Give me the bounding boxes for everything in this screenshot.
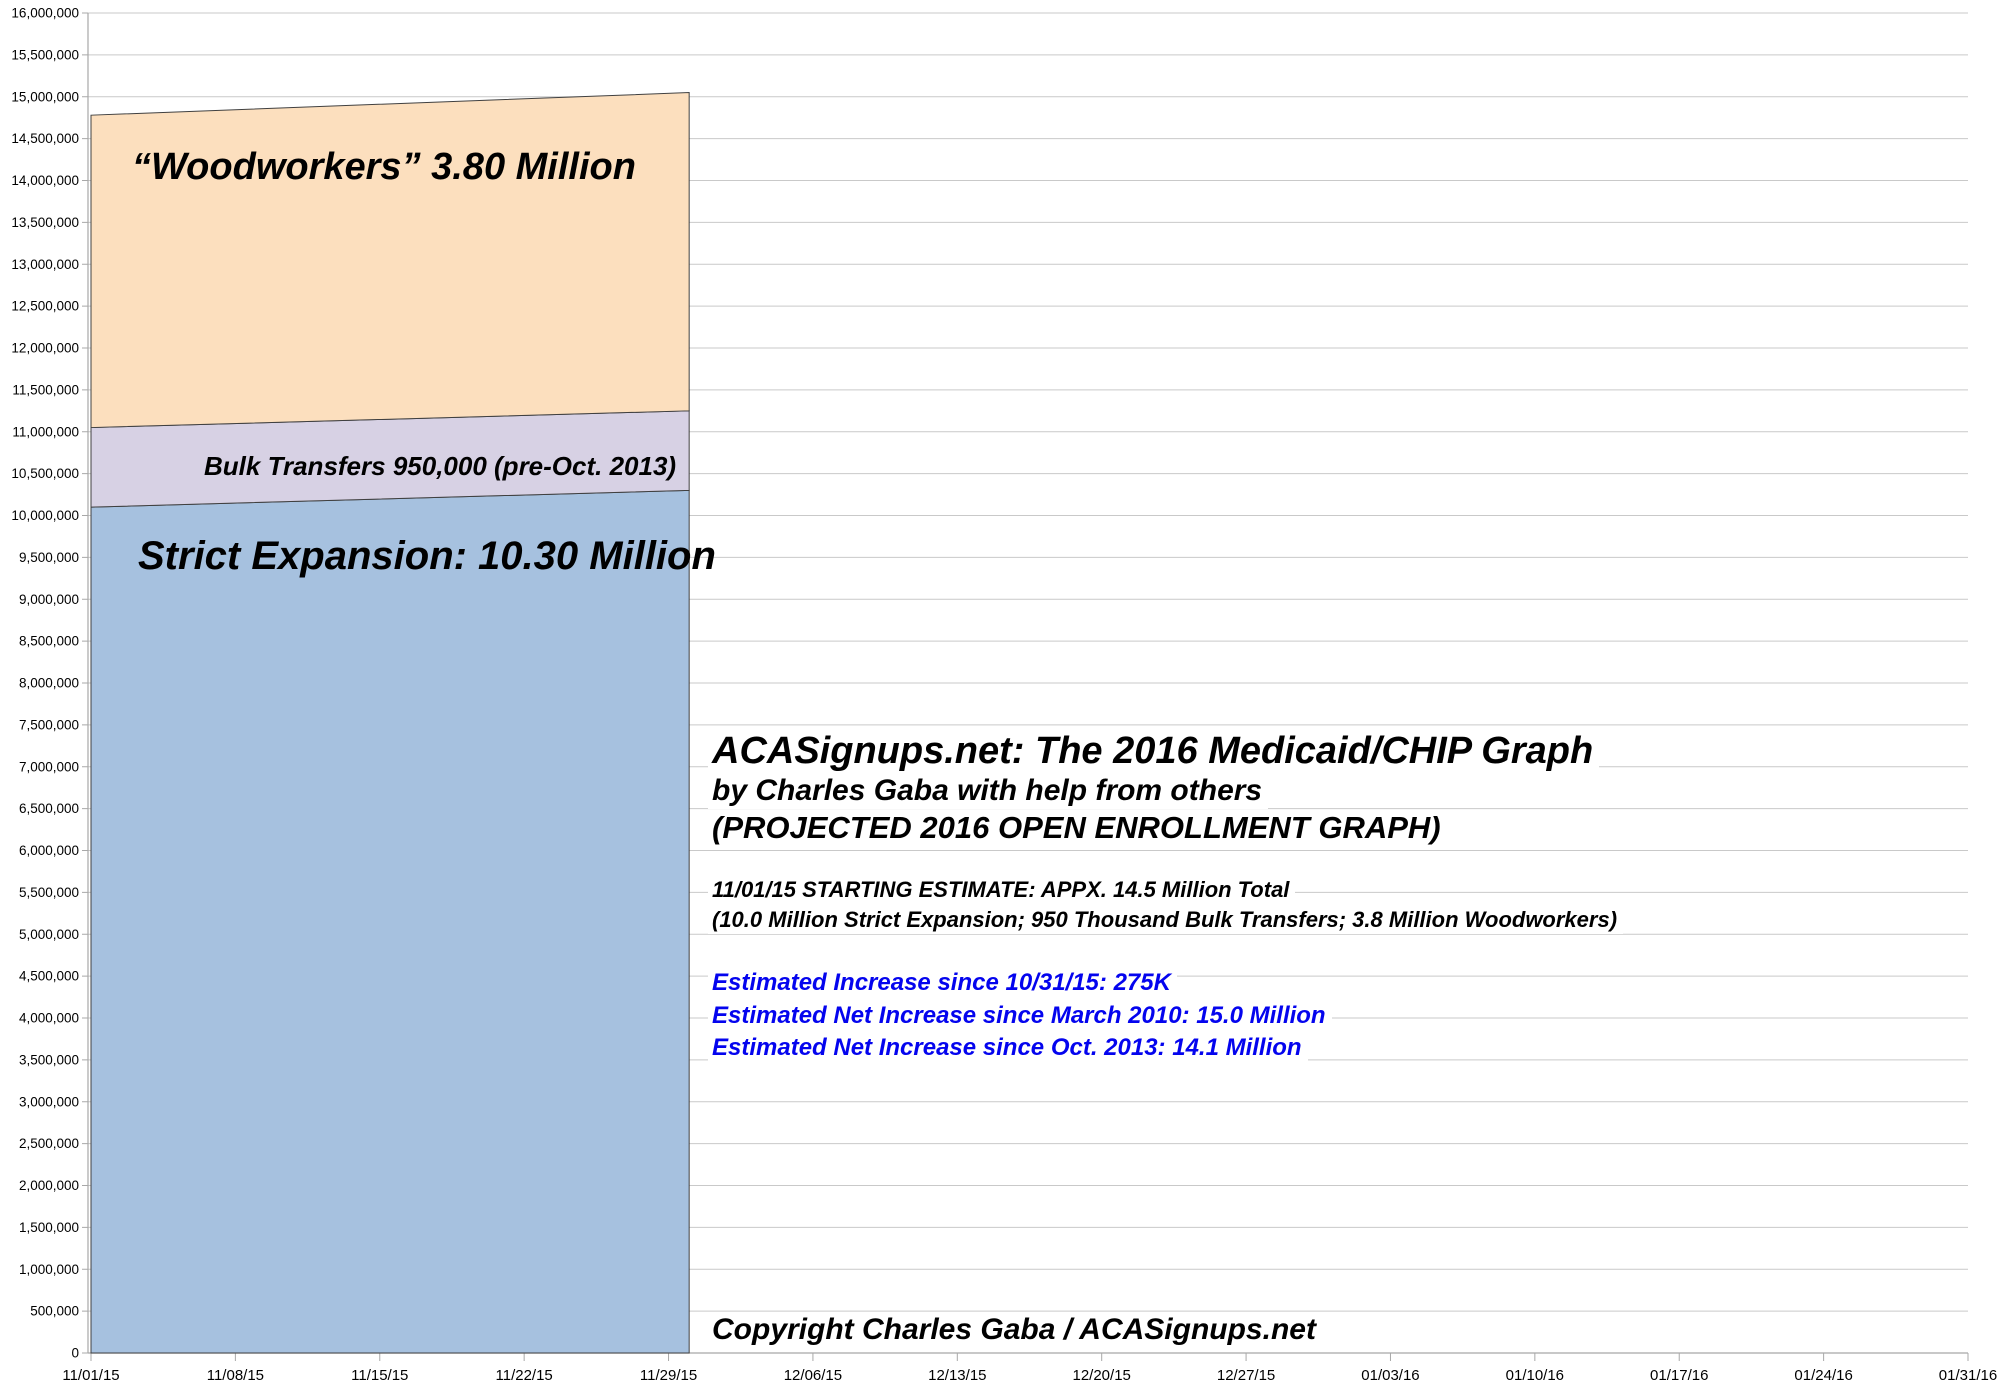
y-axis-label: 13,500,000: [11, 214, 79, 230]
x-axis-label: 01/24/16: [1794, 1367, 1853, 1384]
y-axis-label: 7,500,000: [18, 717, 79, 733]
y-axis-label: 1,500,000: [18, 1219, 79, 1235]
x-axis-label: 11/01/15: [62, 1367, 120, 1384]
y-axis-label: 5,500,000: [18, 884, 79, 900]
starting-estimate-line1: 11/01/15 STARTING ESTIMATE: APPX. 14.5 Million Total: [708, 877, 1295, 904]
y-axis-label: 5,000,000: [18, 926, 79, 942]
x-axis-label: 11/08/15: [206, 1367, 265, 1384]
y-axis-label: 4,500,000: [18, 968, 79, 984]
x-axis-label: 11/15/15: [351, 1367, 409, 1384]
x-axis-label: 12/13/15: [928, 1367, 987, 1384]
y-axis-label: 16,000,000: [11, 5, 79, 21]
y-axis-label: 6,000,000: [18, 843, 79, 858]
starting-estimate-line2: (10.0 Million Strict Expansion; 950 Thousand Bulk Transfers; 3.8 Million Woodworkers): [708, 907, 1623, 934]
y-axis-label: 9,500,000: [18, 549, 79, 565]
x-axis-label: 01/03/16: [1361, 1367, 1420, 1384]
y-axis-label: 11,000,000: [12, 424, 79, 440]
y-axis-label: 13,000,000: [11, 256, 79, 272]
y-axis-label: 11,500,000: [12, 382, 79, 398]
y-axis-label: 2,500,000: [18, 1136, 79, 1152]
y-axis-label: 3,000,000: [18, 1094, 79, 1110]
x-axis-label: 01/10/16: [1505, 1367, 1565, 1384]
y-axis-label: 3,500,000: [18, 1052, 79, 1068]
x-axis-label: 11/29/15: [639, 1367, 698, 1384]
y-axis-label: 1,000,000: [18, 1261, 79, 1277]
x-axis-label: 12/06/15: [783, 1367, 843, 1384]
area-woodworkers: [91, 93, 689, 428]
y-axis-label: 8,000,000: [18, 675, 79, 691]
y-axis-label: 0: [71, 1345, 79, 1361]
y-axis-label: 15,500,000: [11, 47, 79, 63]
area-strict-expansion: [91, 490, 689, 1353]
y-axis-label: 10,000,000: [11, 508, 79, 523]
y-axis-label: 500,000: [30, 1303, 79, 1319]
y-axis-label: 4,000,000: [18, 1010, 79, 1026]
estimated-net-increase-since-march-2010: Estimated Net Increase since March 2010: 15.0 Million: [708, 1002, 1332, 1031]
estimated-net-increase-since-oct-2013: Estimated Net Increase since Oct. 2013: 14.1 Million: [708, 1034, 1308, 1063]
chart-subtitle-author: by Charles Gaba with help from others: [708, 773, 1268, 809]
y-axis-label: 10,500,000: [11, 466, 79, 482]
estimated-increase-since-103115: Estimated Increase since 10/31/15: 275K: [708, 969, 1177, 998]
copyright-label: Copyright Charles Gaba / ACASignups.net: [708, 1312, 1322, 1348]
y-axis-label: 12,000,000: [11, 340, 79, 356]
x-axis-label: 12/27/15: [1216, 1367, 1276, 1384]
y-axis-label: 15,000,000: [11, 89, 79, 105]
x-axis-label: 01/17/16: [1650, 1367, 1709, 1384]
y-axis-label: 12,500,000: [11, 298, 79, 314]
x-axis-label: 01/31/16: [1938, 1367, 1998, 1384]
y-axis-label: 7,000,000: [18, 759, 79, 775]
x-axis-label: 12/20/15: [1072, 1367, 1131, 1384]
y-axis-label: 8,500,000: [18, 633, 79, 649]
area-label-woodworkers: “Woodworkers” 3.80 Million: [132, 146, 636, 188]
area-label-bulk-transfers: Bulk Transfers 950,000 (pre-Oct. 2013): [204, 451, 677, 481]
y-axis-label: 2,000,000: [18, 1178, 79, 1193]
y-axis-label: 9,000,000: [18, 591, 79, 607]
y-axis-label: 14,500,000: [11, 131, 79, 147]
x-axis-label: 11/22/15: [495, 1367, 553, 1384]
area-label-strict-expansion: Strict Expansion: 10.30 Million: [138, 534, 716, 578]
y-axis-label: 14,000,000: [11, 173, 79, 188]
chart-subtitle-projected: (PROJECTED 2016 OPEN ENROLLMENT GRAPH): [708, 810, 1447, 847]
chart-title: ACASignups.net: The 2016 Medicaid/CHIP Graph: [708, 729, 1599, 774]
y-axis-label: 6,500,000: [18, 801, 79, 817]
